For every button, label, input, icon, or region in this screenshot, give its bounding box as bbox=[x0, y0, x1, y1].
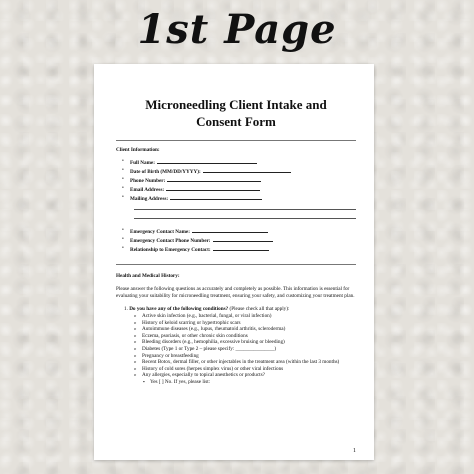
condition-option[interactable]: o Diabetes (Type 1 or Type 2 – please specify: _______________) bbox=[142, 346, 356, 353]
field-email[interactable] bbox=[130, 185, 356, 194]
emergency-fields-list bbox=[116, 227, 356, 254]
form-title-line-2: Consent Form bbox=[196, 114, 276, 129]
health-heading: Health and Medical History: bbox=[116, 273, 180, 279]
emergency-name-blank[interactable] bbox=[192, 227, 268, 233]
page-banner: 1st Page bbox=[137, 6, 337, 53]
address-line-2[interactable] bbox=[134, 218, 356, 219]
field-emergency-relationship[interactable] bbox=[130, 245, 356, 254]
form-title bbox=[116, 96, 356, 130]
client-info-heading: Client Information: bbox=[116, 147, 160, 153]
condition-option[interactable]: o Eczema, psoriasis, or other chronic skin conditions bbox=[142, 333, 356, 340]
page-number: 1 bbox=[353, 448, 356, 454]
field-label: Relationship to Emergency Contact: bbox=[130, 247, 211, 253]
condition-option[interactable]: o Autoimmune diseases (e.g., lupus, rheumatoid arthritis, scleroderma) bbox=[142, 326, 356, 333]
condition-option[interactable]: o Recent Botox, dermal filler, or other injectables in the treatment area (within the last 3 months) bbox=[142, 359, 356, 366]
form-title-line-1: Microneedling Client Intake and bbox=[145, 97, 327, 112]
field-label: Mailing Address: bbox=[130, 196, 169, 202]
allergy-sublist bbox=[116, 379, 356, 386]
condition-option[interactable]: o Any allergies, especially to topical anesthetics or products? bbox=[142, 372, 356, 379]
field-dob[interactable] bbox=[130, 167, 356, 176]
question-note: (Please check all that apply): bbox=[228, 306, 290, 312]
field-label: Phone Number: bbox=[130, 178, 166, 184]
health-intro: Please answer the following questions as accurately and completely as possible. This information is essential for evaluating your suitability for microneedling treatment, ensuring your safety, and customizing your treatment plan. bbox=[116, 286, 355, 299]
emergency-phone-blank[interactable] bbox=[213, 236, 273, 242]
field-label: Emergency Contact Phone Number: bbox=[130, 238, 211, 244]
allergy-yes-no-option[interactable]: ▪ Yes [ ] No. If yes, please list: bbox=[150, 379, 356, 386]
condition-option[interactable]: o Active skin infection (e.g., bacterial, fungal, or viral infection) bbox=[142, 313, 356, 320]
condition-option[interactable]: o Pregnancy or breastfeeding bbox=[142, 353, 356, 360]
dob-blank[interactable] bbox=[203, 167, 291, 173]
field-label: Full Name: bbox=[130, 160, 155, 166]
condition-option[interactable]: o Bleeding disorders (e.g., hemophilia, excessive bruising or bleeding) bbox=[142, 339, 356, 346]
field-full-name[interactable] bbox=[130, 158, 356, 167]
client-fields-list bbox=[116, 158, 356, 203]
full-name-blank[interactable] bbox=[157, 158, 257, 164]
field-emergency-phone[interactable] bbox=[130, 236, 356, 245]
address-line-1[interactable] bbox=[134, 209, 356, 210]
condition-option[interactable]: o History of keloid scarring or hypertrophic scars bbox=[142, 320, 356, 327]
question-1 bbox=[116, 306, 356, 313]
title-divider bbox=[116, 140, 356, 141]
question-text: Do you have any of the following conditions? bbox=[129, 306, 229, 312]
email-blank[interactable] bbox=[166, 185, 260, 191]
conditions-list bbox=[116, 313, 356, 379]
mailing-address-blank[interactable] bbox=[170, 194, 262, 200]
field-label: Emergency Contact Name: bbox=[130, 229, 190, 235]
question-number: 1. bbox=[124, 306, 128, 312]
condition-option[interactable]: o History of cold sores (herpes simplex virus) or other viral infections bbox=[142, 366, 356, 373]
form-page bbox=[94, 64, 374, 460]
emergency-relationship-blank[interactable] bbox=[213, 245, 269, 251]
field-label: Email Address: bbox=[130, 187, 165, 193]
phone-blank[interactable] bbox=[167, 176, 261, 182]
field-mailing-address[interactable] bbox=[130, 194, 356, 203]
field-emergency-name[interactable] bbox=[130, 227, 356, 236]
field-label: Date of Birth (MM/DD/YYYY): bbox=[130, 169, 201, 175]
section-divider bbox=[116, 264, 356, 265]
field-phone[interactable] bbox=[130, 176, 356, 185]
